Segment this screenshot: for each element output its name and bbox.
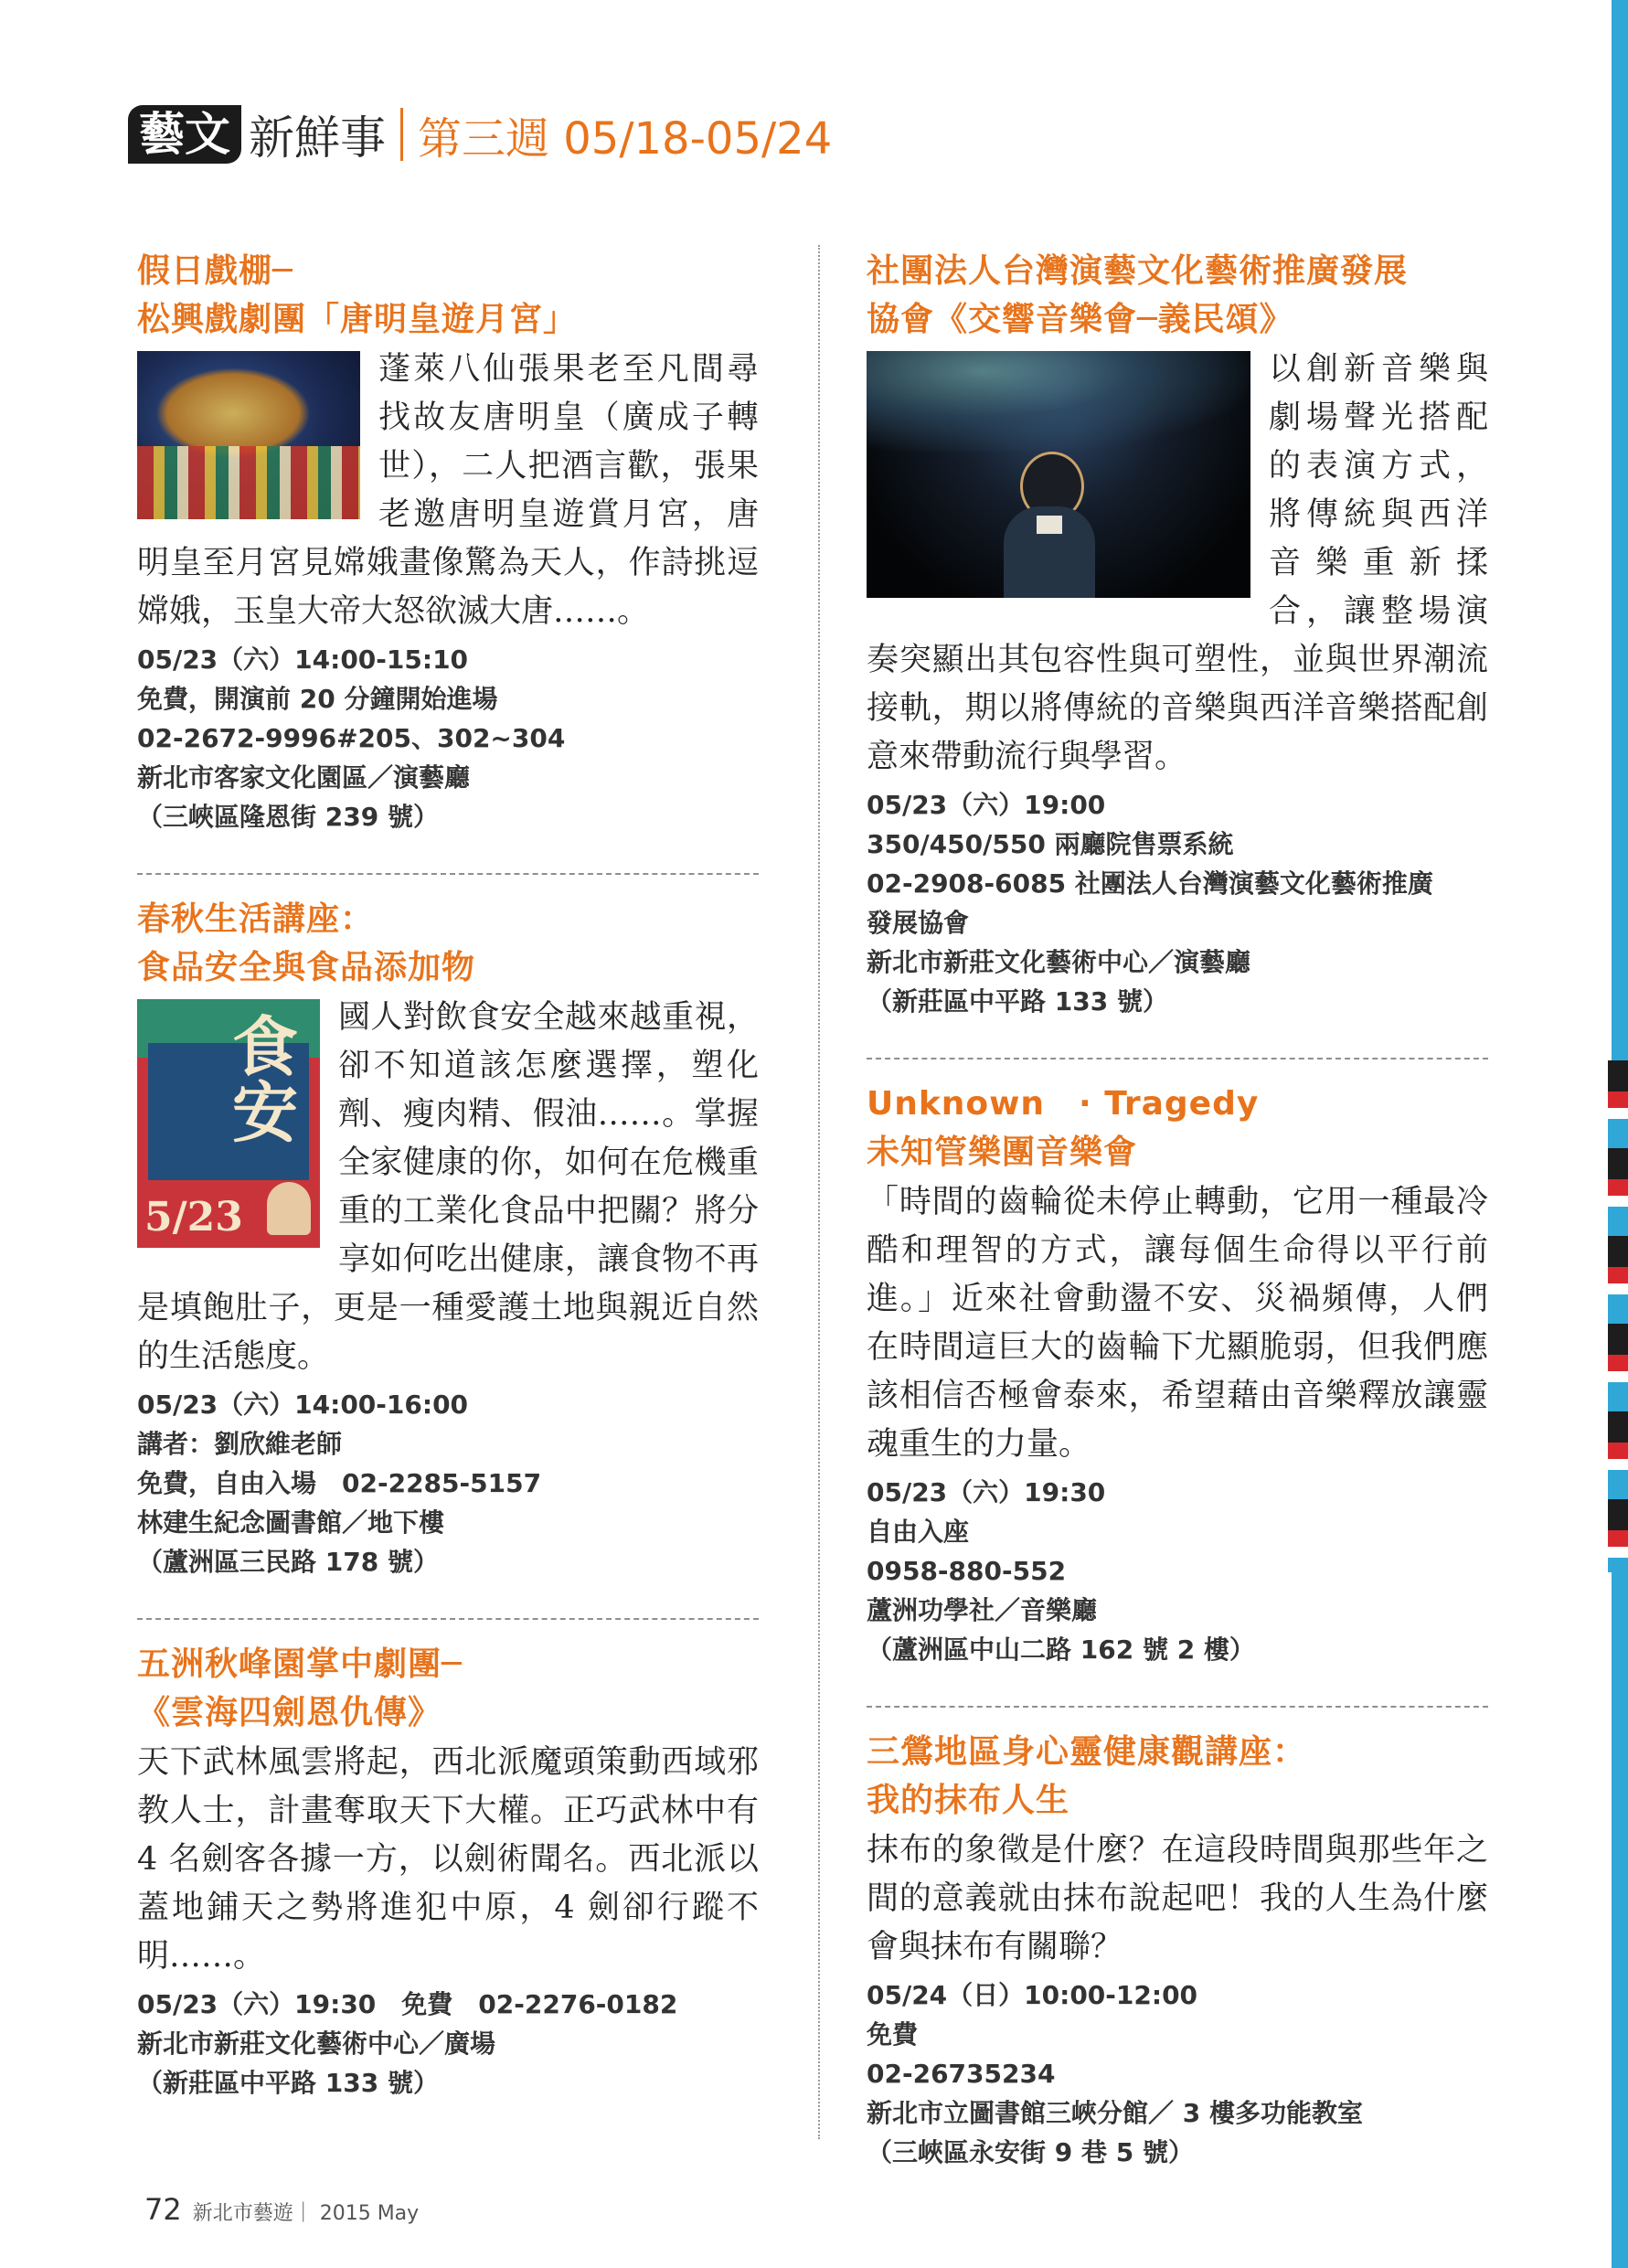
- page-footer: [144, 2192, 419, 2227]
- event-admission: 自由入座: [867, 1517, 970, 1547]
- right-edge-decoration: [1608, 1060, 1628, 1572]
- event-info: [137, 640, 759, 836]
- event-address: （新莊區中平路 133 號）: [867, 986, 1168, 1017]
- event-title-line: 未知管樂團音樂會: [867, 1134, 1138, 1171]
- event-info: [137, 1385, 759, 1581]
- event-separator: [137, 873, 759, 875]
- event-card: [137, 895, 759, 1581]
- event-venue: 新北市立圖書館三峽分館／ 3 樓多功能教室: [867, 2098, 1363, 2128]
- event-info: [137, 1985, 759, 2103]
- event-datetime: 05/23（六）19:30 免費 02-2276-0182: [137, 1989, 678, 2019]
- event-datetime: 05/23（六）14:00-16:00: [137, 1390, 469, 1420]
- page-number: 72: [144, 2192, 182, 2227]
- event-admission: 免費，自由入場 02-2285-5157: [137, 1468, 542, 1498]
- event-title-line: 協會《交響音樂會─義民頌》: [867, 301, 1293, 338]
- lecture-poster: [137, 999, 320, 1248]
- left-column: [137, 247, 759, 2103]
- opera-photo: [137, 351, 360, 519]
- event-title-line: 三鶯地區身心靈健康觀講座：: [867, 1733, 1307, 1771]
- event-phone: 0958-880-552: [867, 1556, 1067, 1586]
- event-speaker: 講者：劉欣維老師: [137, 1429, 343, 1459]
- column-divider: [818, 245, 820, 2139]
- costumed-performers: [137, 446, 360, 519]
- event-venue: 新北市新莊文化藝術中心／演藝廳: [867, 947, 1251, 977]
- event-title-line: Unknown · Tragedy: [867, 1085, 1260, 1123]
- event-title: [137, 247, 759, 344]
- event-title: [137, 1640, 759, 1737]
- week-range: 第三週 05/18-05/24: [418, 112, 833, 165]
- section-badge: 藝文: [128, 105, 241, 164]
- event-tickets: 350/450/550 兩廳院售票系統: [867, 829, 1234, 859]
- event-description: 蓬萊八仙張果老至凡間尋找故友唐明皇（廣成子轉世），二人把酒言歡，張果老邀唐明皇遊賞月宮，唐明皇至月宮見嫦娥畫像驚為天人，作詩挑逗嫦娥，玉皇大帝大怒欲滅大唐……。: [137, 351, 759, 630]
- publication-info: 新北市藝遊｜ 2015 May: [192, 2202, 420, 2225]
- event-description: 「時間的齒輪從未停止轉動，它用一種最冷酷和理智的方式，讓每個生命得以平行前進。」近來社會動盪不安、災禍頻傳，人們在時間這巨大的齒輪下尤顯脆弱，但我們應該相信否極會泰來，希望藉由音樂釋放讓靈魂重生的力量。: [867, 1184, 1488, 1463]
- event-separator: [867, 1058, 1488, 1059]
- event-title-line: 假日戲棚─: [137, 252, 293, 290]
- event-title: [867, 247, 1488, 344]
- event-title-line: 春秋生活講座：: [137, 900, 375, 938]
- section-name: 新鮮事: [249, 112, 386, 165]
- event-title-line: 我的抹布人生: [867, 1782, 1070, 1819]
- event-title: [137, 895, 759, 992]
- event-description-block: [137, 994, 759, 1381]
- stage-light: [867, 351, 1250, 452]
- event-venue: 林建生紀念圖書館／地下樓: [137, 1507, 445, 1538]
- speaker-portrait: [267, 1182, 311, 1235]
- event-admission: 免費，開演前 20 分鐘開始進場: [137, 684, 498, 714]
- event-description: 以創新音樂與劇場聲光搭配的表演方式，將傳統與西洋音樂重新揉合，讓整場演奏突顯出其包容性與可塑性，並與世界潮流接軌，期以將傳統的音樂與西洋音樂搭配創意來帶動流行與學習。: [867, 351, 1488, 775]
- microphone-hand: [1037, 516, 1062, 534]
- event-description: 天下武林風雲將起，西北派魔頭策動西域邪教人士，計畫奪取天下大權。正巧武林中有 4 名劍客各據一方，以劍術聞名。西北派以蓋地鋪天之勢將進犯中原，4 劍卻行蹤不明……。: [137, 1744, 759, 1975]
- event-venue: 新北市新莊文化藝術中心／廣場: [137, 2028, 496, 2059]
- event-description-block: [867, 346, 1488, 782]
- event-phone: 02-2672-9996#205、302~304: [137, 723, 566, 753]
- event-title-line: 食品安全與食品添加物: [137, 949, 476, 986]
- event-description: 抹布的象徵是什麼？在這段時間與那些年之間的意義就由抹布說起吧！我的人生為什麼會與抹布有關聯？: [867, 1832, 1488, 1965]
- event-admission: 免費: [867, 2019, 919, 2050]
- event-datetime: 05/24（日）10:00-12:00: [867, 1980, 1198, 2010]
- event-datetime: 05/23（六）19:00: [867, 790, 1106, 820]
- concert-photo: [867, 351, 1250, 598]
- event-info: [867, 1473, 1488, 1669]
- event-info: [867, 785, 1488, 1021]
- event-card: [137, 1640, 759, 2103]
- event-datetime: 05/23（六）19:30: [867, 1477, 1106, 1507]
- event-phone: 02-26735234: [867, 2059, 1056, 2089]
- poster-headline: 食安: [221, 1012, 299, 1144]
- dragon-backdrop: [155, 367, 311, 459]
- event-card: [867, 247, 1488, 1021]
- event-title: [867, 1728, 1488, 1825]
- event-address: （三峽區隆恩街 239 號）: [137, 802, 439, 832]
- event-venue: 蘆洲功學社／音樂廳: [867, 1595, 1098, 1625]
- event-title: [867, 1080, 1488, 1177]
- page-header: [128, 104, 832, 165]
- event-card: [867, 1080, 1488, 1669]
- event-info: [867, 1975, 1488, 2172]
- event-separator: [867, 1706, 1488, 1708]
- event-phone: 02-2908-6085 社團法人台灣演藝文化藝術推廣: [867, 868, 1433, 899]
- event-venue: 新北市客家文化園區／演藝廳: [137, 762, 471, 793]
- event-datetime: 05/23（六）14:00-15:10: [137, 644, 469, 675]
- event-card: [867, 1728, 1488, 2172]
- event-title-line: 《雲海四劍恩仇傳》: [137, 1694, 442, 1731]
- poster-date: 5/23: [144, 1194, 243, 1240]
- header-separator: [400, 108, 403, 161]
- event-title-line: 社團法人台灣演藝文化藝術推廣發展: [867, 252, 1409, 290]
- event-title-line: 松興戲劇團「唐明皇遊月宮」: [137, 301, 578, 338]
- event-address: （蘆洲區三民路 178 號）: [137, 1547, 439, 1577]
- event-organizer: 發展協會: [867, 908, 970, 938]
- event-address: （新莊區中平路 133 號）: [137, 2068, 439, 2098]
- event-title-line: 五洲秋峰園掌中劇團─: [137, 1645, 463, 1683]
- event-card: [137, 247, 759, 836]
- event-address: （三峽區永安街 9 巷 5 號）: [867, 2137, 1194, 2167]
- right-column: [867, 247, 1488, 2172]
- event-separator: [137, 1618, 759, 1620]
- event-description-block: [137, 346, 759, 636]
- event-address: （蘆洲區中山二路 162 號 2 樓）: [867, 1634, 1255, 1665]
- event-description: 國人對飲食安全越來越重視，卻不知道該怎麼選擇，塑化劑、瘦肉精、假油……。掌握全家健康的你，如何在危機重重的工業化食品中把關？將分享如何吃出健康，讓食物不再是填飽肚子，更是一種愛護土地與親近自然的生活態度。: [137, 999, 759, 1375]
